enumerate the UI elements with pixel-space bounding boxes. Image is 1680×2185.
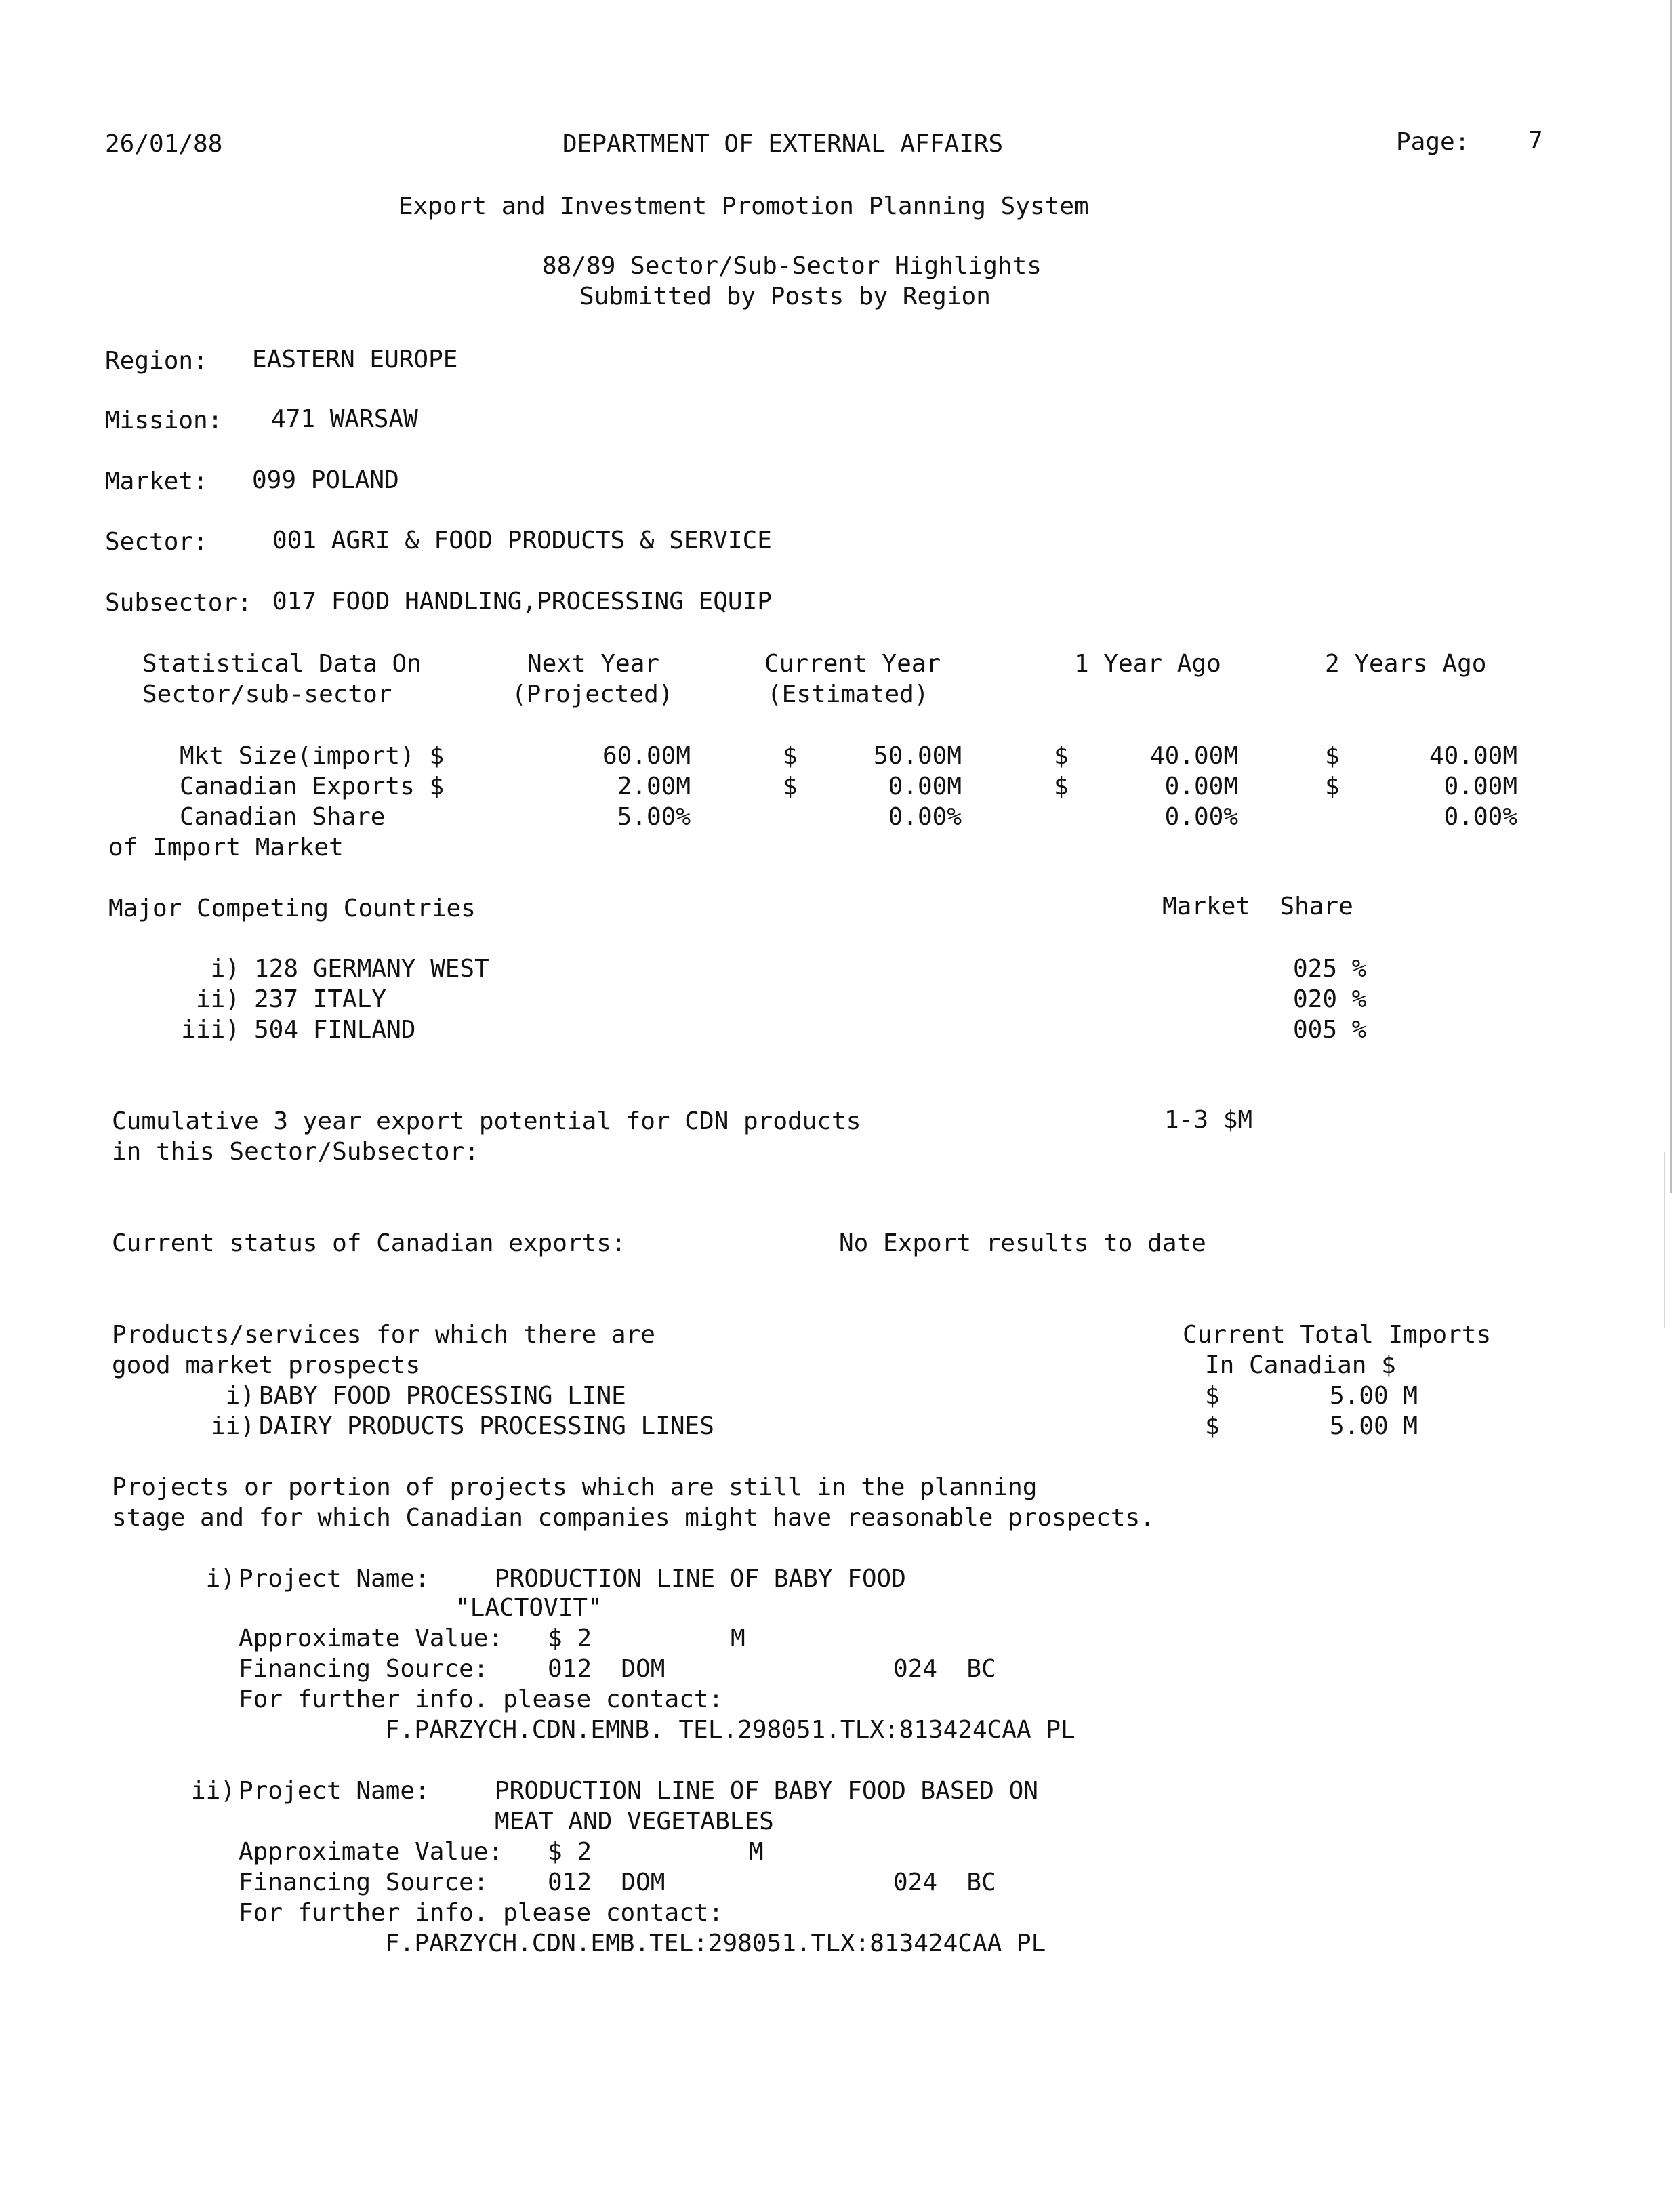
mission-label: Mission: <box>105 407 223 434</box>
approx-value: $ 2 <box>548 1838 592 1866</box>
approx-value-label: Approximate Value: <box>239 1838 504 1866</box>
row-label: Canadian Share <box>180 803 386 831</box>
stats-header-line2: Sector/sub-sector <box>142 680 392 708</box>
col-next-year: Next Year <box>527 650 660 678</box>
row-label: Mkt Size(import) $ <box>180 742 445 770</box>
item-number: ii) <box>190 1777 235 1805</box>
potential-line1: Cumulative 3 year export potential for CDN products <box>112 1107 861 1135</box>
subsector-label: Subsector: <box>105 589 252 617</box>
row-suffix: of Import Market <box>108 834 344 861</box>
col-two-years-ago: 2 Years Ago <box>1325 650 1487 678</box>
report-date: 26/01/88 <box>105 130 223 158</box>
contact-info: F.PARZYCH.CDN.EMB.TEL:298051.TLX:813424CAA PL <box>385 1929 1046 1957</box>
cell-value: 0.00% <box>1443 803 1517 831</box>
cell-value: 50.00M <box>873 742 962 770</box>
page-label: Page: <box>1396 128 1470 156</box>
product-currency: $ <box>1205 1412 1220 1440</box>
financing-label: Financing Source: <box>239 1655 489 1683</box>
contact-info: F.PARZYCH.CDN.EMNB. TEL.298051.TLX:813424CAA PL <box>385 1716 1075 1744</box>
approx-value: $ 2 <box>548 1625 592 1652</box>
products-line1: Products/services for which there are <box>112 1321 655 1349</box>
cell-value: 60.00M <box>602 742 691 770</box>
projects-intro2: stage and for which Canadian companies might have reasonable prospects. <box>112 1504 1155 1532</box>
subsector-value: 017 FOOD HANDLING,PROCESSING EQUIP <box>272 588 772 615</box>
project-name-label: Project Name: <box>239 1565 430 1593</box>
competitor-country: 128 GERMANY WEST <box>254 955 489 983</box>
competitor-share: 005 % <box>1293 1016 1367 1044</box>
imports-header2: In Canadian $ <box>1205 1351 1396 1379</box>
status-label: Current status of Canadian exports: <box>112 1229 626 1257</box>
financing-source-2: 024 BC <box>893 1869 996 1896</box>
stats-header-line1: Statistical Data On <box>142 650 422 678</box>
contact-label: For further info. please contact: <box>239 1899 724 1927</box>
projects-intro1: Projects or portion of projects which are still in the planning <box>112 1473 1038 1501</box>
cell-currency: $ <box>783 773 798 800</box>
col-next-year-sub: (Projected) <box>512 680 674 708</box>
department-title: DEPARTMENT OF EXTERNAL AFFAIRS <box>562 130 1004 158</box>
financing-source-1: 012 DOM <box>548 1655 665 1683</box>
project-name: PRODUCTION LINE OF BABY FOOD BASED ON <box>495 1777 1038 1805</box>
col-current-year-sub: (Estimated) <box>767 680 929 708</box>
page-number: 7 <box>1528 127 1543 155</box>
potential-line2: in this Sector/Subsector: <box>112 1138 479 1166</box>
cell-value: 0.00% <box>1164 803 1238 831</box>
item-number: i) <box>225 1382 255 1410</box>
competitor-country: 504 FINLAND <box>254 1016 416 1044</box>
region-label: Region: <box>105 347 208 375</box>
sector-label: Sector: <box>105 528 208 556</box>
project-name: PRODUCTION LINE OF BABY FOOD <box>495 1565 906 1593</box>
cell-value: 0.00% <box>888 803 962 831</box>
cell-value: 40.00M <box>1429 742 1517 770</box>
project-name-cont: MEAT AND VEGETABLES <box>495 1808 774 1835</box>
competitor-country: 237 ITALY <box>254 985 387 1013</box>
item-number: iii) <box>181 1016 240 1044</box>
status-value: No Export results to date <box>839 1229 1206 1257</box>
cell-value: 40.00M <box>1149 742 1238 770</box>
products-line2: good market prospects <box>112 1351 421 1379</box>
cell-value: 2.00M <box>617 773 691 800</box>
cell-value: 0.00M <box>1443 773 1517 800</box>
item-number: i) <box>205 1565 235 1593</box>
region-value: EASTERN EUROPE <box>252 346 458 373</box>
cell-currency: $ <box>1325 773 1340 800</box>
financing-source-1: 012 DOM <box>548 1869 665 1896</box>
sector-value: 001 AGRI & FOOD PRODUCTS & SERVICE <box>272 527 772 554</box>
financing-label: Financing Source: <box>239 1869 489 1896</box>
product-currency: $ <box>1205 1382 1220 1410</box>
cell-currency: $ <box>1325 742 1340 770</box>
competitor-share: 020 % <box>1293 985 1367 1013</box>
cell-currency: $ <box>1054 742 1069 770</box>
cell-value: 0.00M <box>1164 773 1238 800</box>
potential-value: 1-3 $M <box>1164 1106 1253 1134</box>
mission-value: 471 WARSAW <box>271 405 418 433</box>
imports-header1: Current Total Imports <box>1183 1321 1492 1349</box>
scan-edge-line <box>1670 0 1672 1193</box>
row-label: Canadian Exports $ <box>180 773 445 800</box>
col-current-year: Current Year <box>764 650 941 678</box>
project-name-cont: "LACTOVIT" <box>455 1594 602 1622</box>
product-name: BABY FOOD PROCESSING LINE <box>259 1382 626 1410</box>
report-subtitle: Submitted by Posts by Region <box>579 283 991 310</box>
cell-value: 0.00M <box>888 773 962 800</box>
product-name: DAIRY PRODUCTS PROCESSING LINES <box>259 1412 714 1440</box>
product-value: 5.00 M <box>1330 1382 1418 1410</box>
item-number: ii) <box>210 1412 255 1440</box>
cell-currency: $ <box>1054 773 1069 800</box>
report-title: 88/89 Sector/Sub-Sector Highlights <box>542 252 1042 280</box>
approx-value-unit: M <box>749 1838 764 1866</box>
system-title: Export and Investment Promotion Planning System <box>398 192 1089 220</box>
scan-edge-line-secondary <box>1664 1152 1665 1328</box>
cell-value: 5.00% <box>617 803 691 831</box>
approx-value-unit: M <box>731 1625 745 1652</box>
market-value: 099 POLAND <box>252 466 399 494</box>
financing-source-2: 024 BC <box>893 1655 996 1683</box>
item-number: ii) <box>195 985 240 1013</box>
project-name-label: Project Name: <box>239 1777 430 1805</box>
competitors-title: Major Competing Countries <box>108 895 476 922</box>
col-one-year-ago: 1 Year Ago <box>1074 650 1221 678</box>
competitor-share: 025 % <box>1293 955 1367 983</box>
cell-currency: $ <box>783 742 798 770</box>
market-share-header: Market Share <box>1162 893 1353 920</box>
approx-value-label: Approximate Value: <box>239 1625 504 1652</box>
market-label: Market: <box>105 468 208 495</box>
product-value: 5.00 M <box>1330 1412 1418 1440</box>
contact-label: For further info. please contact: <box>239 1686 724 1713</box>
item-number: i) <box>210 955 240 983</box>
